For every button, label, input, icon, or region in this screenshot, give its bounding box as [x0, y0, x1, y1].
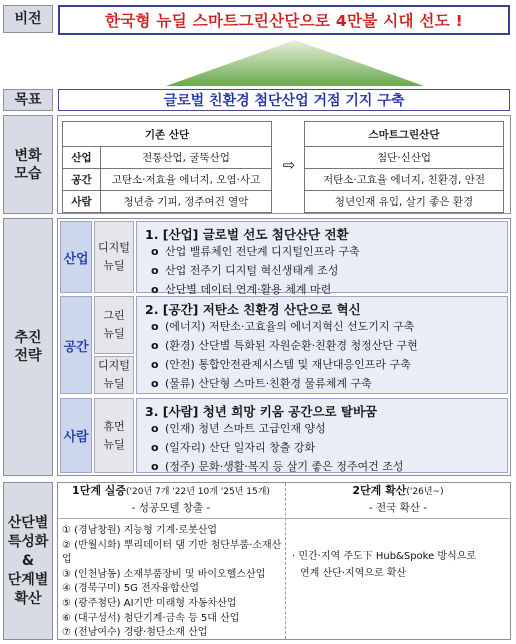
badge-line2: 뉴딜	[103, 327, 125, 340]
strategy-people-box	[136, 398, 508, 473]
bullet-icon: o	[151, 422, 159, 435]
item-text: (에너지) 저탄소·고효율의 에너지혁신 선도기지 구축	[165, 320, 415, 333]
item-text: 산업 밸류체인 전단계 디지털인프라 구축	[165, 245, 360, 258]
stage2-period: ('26년~)	[406, 487, 444, 497]
strategy-industry-title: 1. [산업] 글로벌 선도 첨단산단 전환	[145, 227, 349, 242]
phase-label-line3: &	[21, 552, 35, 569]
badge-line1: 휴먼	[103, 419, 125, 433]
new-space: 저탄소·고효율 에너지, 친환경, 안전	[305, 169, 504, 191]
strategy-space-box	[136, 296, 508, 394]
change-label-line1: 변화	[14, 147, 42, 164]
old-space: 고탄소·저효율 에너지, 오염·사고	[101, 169, 272, 191]
strategy-label-line1: 추진	[14, 330, 42, 346]
strategy-label	[3, 218, 53, 476]
digital-new-deal-badge	[94, 221, 134, 293]
vision-statement: 한국형 뉴딜 스마트그린산단으로 4만불 시대 선도 !	[58, 5, 510, 35]
old-header: 기존 산단	[63, 122, 272, 147]
right-arrow-icon: ⇨	[282, 156, 296, 174]
goal-label: 목표	[3, 89, 53, 111]
item-text: (물류) 산단형 스마트·친환경 물류체계 구축	[165, 377, 372, 390]
vision-label: 비전	[3, 5, 53, 33]
list-item: ② (반월시화) 뿌리데이터 댐 기반 첨단부품·소재산업	[62, 539, 282, 566]
list-item	[137, 261, 507, 280]
goal-statement: 글로벌 친환경 첨단산업 거점 기지 구축	[58, 89, 510, 111]
badge-line2: 뉴딜	[103, 437, 125, 451]
stage1-period: ('20년 7개 '22년 10개 '25년 15개)	[126, 487, 270, 497]
phase-label	[3, 482, 53, 640]
badge-line1: 디지털	[98, 241, 130, 254]
badge-line1: 디지털	[98, 359, 130, 372]
list-item: ③ (인천남동) 소재부품장비 및 바이오헬스산업	[62, 568, 266, 580]
bullet-icon: o	[151, 460, 159, 473]
bullet-icon: o	[151, 264, 159, 277]
badge-line1: 그린	[103, 309, 125, 322]
stage1-list	[62, 524, 284, 641]
smart-green-table	[304, 121, 504, 213]
list-item	[137, 374, 507, 393]
change-panel	[57, 115, 511, 214]
item-text: (환경) 산단별 특화된 자원순환·친환경 청정산단 구현	[165, 339, 418, 352]
bullet-icon: o	[151, 441, 159, 454]
new-people: 청년인재 유입, 살기 좋은 환경	[305, 191, 504, 213]
list-item	[137, 438, 507, 457]
category-industry: 산업	[60, 221, 92, 293]
bullet-icon: o	[151, 320, 159, 333]
item-text: (안전) 통합안전관제시스템 및 재난대응인프라 구축	[165, 358, 411, 371]
badge-line2: 뉴딜	[103, 259, 125, 272]
old-industry: 전통산업, 굴뚝산업	[101, 147, 272, 169]
row-head-people: 사람	[63, 191, 101, 213]
bullet-icon: o	[151, 339, 159, 352]
old-people: 청년층 기피, 정주여건 열악	[101, 191, 272, 213]
upward-triangle	[160, 36, 430, 88]
badge-line2: 뉴딜	[103, 377, 125, 390]
stage1-header	[58, 483, 284, 519]
phase-label-line2: 특성화	[7, 533, 49, 550]
list-item	[137, 457, 507, 476]
strategy-people-title: 3. [사람] 청년 희망 키움 공간으로 탈바꿈	[145, 404, 378, 419]
stage2-title-line	[286, 483, 510, 500]
change-label	[3, 115, 53, 214]
list-item: ⑦ (전남여수) 경량·첨단소재 산업	[62, 627, 208, 639]
stage1-title: 1단계 실증	[72, 484, 127, 497]
list-item	[137, 419, 507, 438]
new-header: 스마트그린산단	[305, 122, 504, 147]
item-text: 산업 전주기 디지털 혁신생태계 조성	[165, 264, 339, 277]
old-industrial-table	[62, 121, 272, 213]
category-people: 사람	[60, 398, 92, 473]
stage1-subtitle: - 성공모델 창출 -	[131, 502, 211, 514]
item-text: 산단별 데이터 연계·활용 체계 마련	[165, 283, 332, 296]
row-head-industry: 산업	[63, 147, 101, 169]
stage1-title-line	[58, 483, 284, 500]
strategy-industry-box	[136, 221, 508, 296]
stage2-text-line2: 연계 산단·지역으로 확산	[300, 568, 407, 579]
item-text: (인재) 청년 스마트 고급인재 양성	[165, 422, 326, 435]
human-new-deal-badge	[94, 398, 134, 473]
category-space: 공간	[60, 296, 92, 394]
change-label-line2: 모습	[14, 165, 42, 182]
phase-label-line5: 확산	[14, 590, 42, 607]
stage2-text	[292, 548, 508, 582]
list-item	[137, 242, 507, 261]
stage2-header	[286, 483, 510, 519]
stage2-title: 2단계 확산	[352, 484, 407, 497]
phase-label-line1: 산단별	[7, 514, 49, 531]
stage2-text-line1: · 민간·지역 주도下 Hub&Spoke 방식으로	[292, 551, 477, 562]
stage2-subtitle: - 전국 확산 -	[368, 502, 428, 514]
strategy-space-title: 2. [공간] 저탄소 친환경 산단으로 혁신	[145, 302, 361, 317]
green-new-deal-badge	[94, 296, 134, 354]
item-text: (일자리) 산단 일자리 창출 강화	[165, 441, 316, 454]
strategy-label-line2: 전략	[14, 348, 42, 364]
row-head-space: 공간	[63, 169, 101, 191]
new-industry: 첨단·신산업	[305, 147, 504, 169]
list-item	[137, 355, 507, 374]
phase-label-line4: 단계별	[7, 571, 49, 588]
bullet-icon: o	[151, 358, 159, 371]
list-item: ① (경남창원) 지능형 기계·로봇산업	[62, 525, 218, 536]
digital-new-deal-badge-2	[94, 356, 134, 394]
item-text: (정주) 문화·생활·복지 등 살기 좋은 정주여건 조성	[165, 460, 404, 473]
bullet-icon: o	[151, 283, 159, 296]
list-item	[137, 317, 507, 336]
list-item	[137, 336, 507, 355]
bullet-icon: o	[151, 245, 159, 258]
list-item: ⑥ (대구성서) 첨단기계·금속 등 5대 산업	[62, 612, 240, 624]
bullet-icon: o	[151, 377, 159, 390]
list-item: ⑤ (광주첨단) AI기반 미래형 자동차산업	[62, 597, 237, 609]
list-item: ④ (경북구미) 5G 전자융합산업	[62, 583, 200, 595]
